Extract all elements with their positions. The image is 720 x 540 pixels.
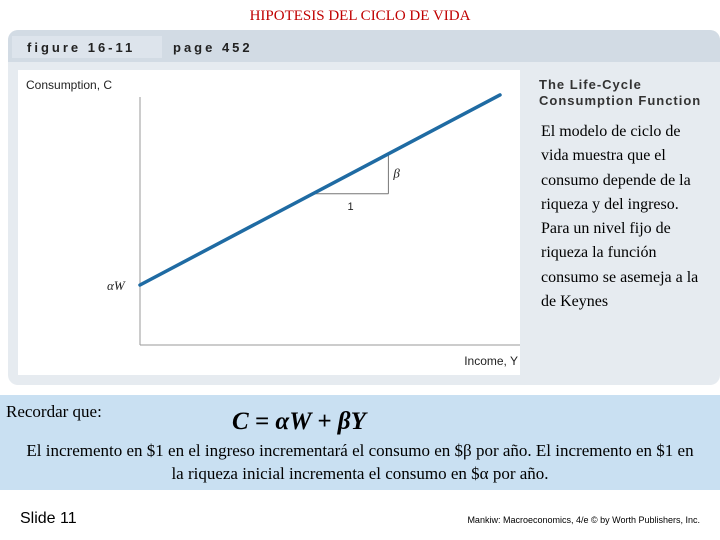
equation: C = αW + βY: [232, 408, 366, 435]
intercept-label: αW: [107, 278, 125, 293]
figure-label: figure 16-11: [27, 40, 136, 55]
figure-side-title: The Life-Cycle Consumption Function: [539, 77, 702, 108]
slope-run-label: 1: [347, 200, 354, 213]
figure-side-text: El modelo de ciclo de vida muestra que el consumo depende de la riqueza y del ingreso. Para un nivel fijo de riqueza la función consumo se asemeja a la de Keynes: [541, 123, 699, 311]
slide-number: Slide 11: [20, 510, 77, 527]
consumption-function-line: [140, 95, 500, 285]
credit-text: Mankiw: Macroeconomics, 4/e © by Worth Publishers, Inc.: [467, 515, 700, 525]
y-axis-label: Consumption, C: [26, 78, 113, 92]
slope-rise-label: β: [393, 165, 400, 181]
explanation-text: El incremento en $1 en el ingreso incrementará el consumo en $β por año. El incremento en $1 en la riqueza inicial incrementa el consumo en $α por año.: [26, 441, 694, 483]
page-label: page 452: [173, 40, 253, 55]
slide-title: HIPOTESIS DEL CICLO DE VIDA: [249, 8, 471, 24]
recordar-label: Recordar que:: [6, 402, 102, 421]
x-axis-label: Income, Y: [464, 354, 518, 368]
